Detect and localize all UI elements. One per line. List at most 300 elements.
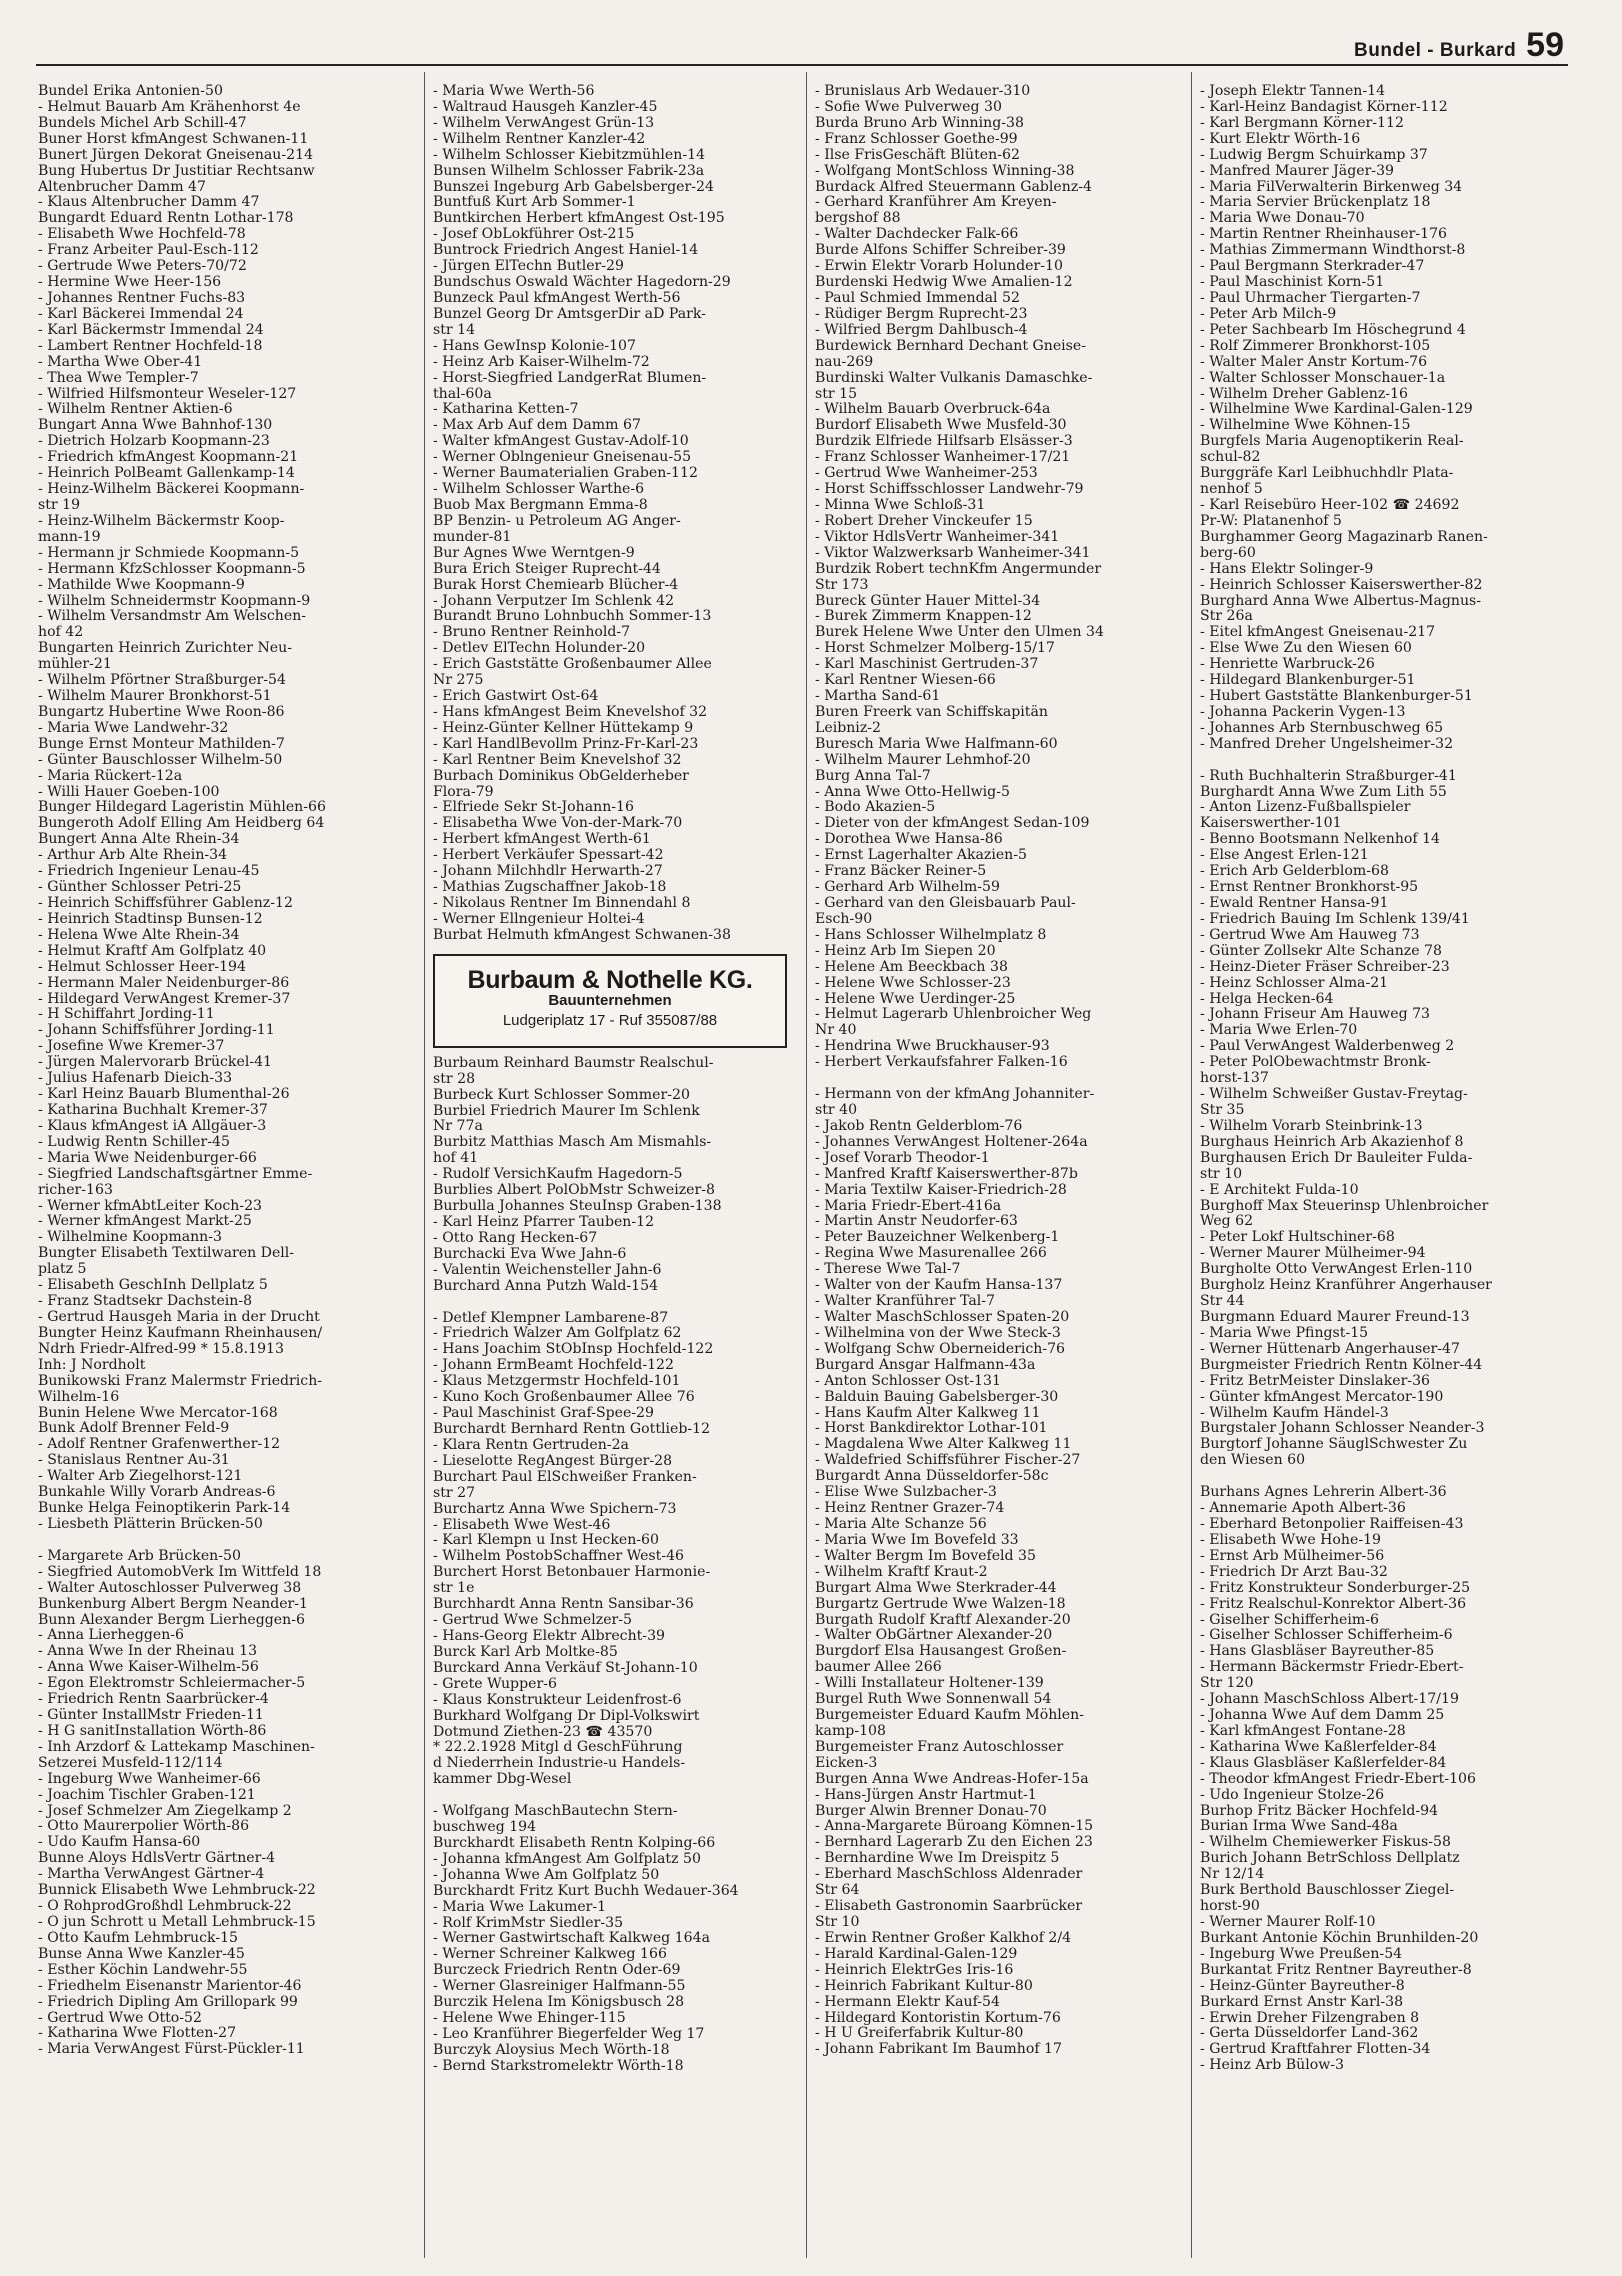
directory-entry-line: Burdewick Bernhard Dechant Gneise-	[815, 338, 1087, 354]
directory-entry-line: - Erich Gastwirt Ost-64	[433, 689, 599, 705]
directory-entry-line: - Heinz Rentner Grazer-74	[815, 1501, 1005, 1517]
directory-entry-line: - Wilhelm Vorarb Steinbrink-13	[1200, 1118, 1423, 1134]
directory-entry-line: - Paul Bergmann Sterkrader-47	[1200, 259, 1425, 275]
directory-entry-line: - Anna Wwe Kaiser-Wilhelm-56	[38, 1660, 259, 1676]
directory-entry-line: Bunzel Georg Dr AmtsgerDir aD Park-	[433, 306, 706, 322]
directory-entry-line: - Dietrich Holzarb Koopmann-23	[38, 434, 270, 450]
directory-entry-line: - Helene Am Beeckbach 38	[815, 959, 1008, 975]
directory-entry-line: str 19	[38, 497, 81, 513]
directory-entry-line: - Helene Wwe Schlosser-23	[815, 975, 1011, 991]
directory-entry-line: Burg Anna Tal-7	[815, 768, 931, 784]
directory-entry-line: Burghard Anna Wwe Albertus-Magnus-	[1200, 593, 1482, 609]
directory-entry-line: Bunnick Elisabeth Wwe Lehmbruck-22	[38, 1883, 316, 1899]
directory-entry-line: Bunsen Wilhelm Schlosser Fabrik-23a	[433, 163, 705, 179]
directory-entry-line: - Hubert Gaststätte Blankenburger-51	[1200, 689, 1473, 705]
directory-entry-line: - Heinz-Wilhelm Bäckerei Koopmann-	[38, 482, 305, 498]
directory-entry-line: - Heinz-Wilhelm Bäckermstr Koop-	[38, 513, 285, 529]
directory-entry-line: - Fritz Konstrukteur Sonderburger-25	[1200, 1580, 1471, 1596]
directory-entry-line: - Therese Wwe Tal-7	[815, 1262, 961, 1278]
directory-entry-line: - Otto Maurerpolier Wörth-86	[38, 1819, 250, 1835]
directory-entry-line: Burbeck Kurt Schlosser Sommer-20	[433, 1087, 690, 1103]
directory-entry-line: - Thea Wwe Templer-7	[38, 370, 199, 386]
directory-entry-line: - Heinz-Dieter Fräser Schreiber-23	[1200, 959, 1450, 975]
column-divider	[806, 72, 807, 2258]
directory-entry-line: - Eberhard Betonpolier Raiffeisen-43	[1200, 1516, 1464, 1532]
directory-entry-line: - Johann Friseur Am Hauweg 73	[1200, 1007, 1431, 1023]
directory-entry-line: - Ruth Buchhalterin Straßburger-41	[1200, 768, 1457, 784]
directory-entry-line: Burgemeister Franz Autoschlosser	[815, 1739, 1064, 1755]
directory-entry-line: Bunn Alexander Bergm Lierheggen-6	[38, 1612, 305, 1628]
directory-entry-line: - Joseph Elektr Tannen-14	[1200, 84, 1386, 99]
directory-entry-line: - Werner Glasreiniger Halfmann-55	[433, 1979, 686, 1995]
directory-entry-line: - Hermann jr Schmiede Koopmann-5	[38, 545, 300, 561]
directory-entry-line: - Waldefried Schiffsführer Fischer-27	[815, 1453, 1081, 1469]
directory-entry-line: Burdzik Robert technKfm Angermunder	[815, 561, 1102, 577]
directory-entry-line: den Wiesen 60	[1200, 1453, 1306, 1469]
directory-entry-line: Buntkirchen Herbert kfmAngest Ost-195	[433, 211, 725, 227]
directory-entry-line: - Nikolaus Rentner Im Binnendahl 8	[433, 896, 691, 912]
directory-entry-line: Inh: J Nordholt	[38, 1357, 146, 1373]
directory-entry-line: Setzerei Musfeld-112/114	[38, 1755, 223, 1771]
page-header	[1354, 26, 1564, 65]
directory-entry-line: buschweg 194	[433, 1820, 537, 1836]
directory-entry-line: - H Schiffahrt Jording-11	[38, 1007, 215, 1023]
directory-entry-line: - Wilhelm Kraftf Kraut-2	[815, 1564, 988, 1580]
directory-entry-line: - Günter InstallMstr Frieden-11	[38, 1708, 264, 1724]
directory-entry-line: - Minna Wwe Schloß-31	[815, 497, 986, 513]
directory-entry-line: Burgath Rudolf Kraftf Alexander-20	[815, 1612, 1071, 1628]
directory-entry-line: Burk Berthold Bauschlosser Ziegel-	[1200, 1883, 1455, 1899]
directory-entry-line: - Maria Wwe Werth-56	[433, 84, 595, 99]
directory-entry-line: Burckhardt Fritz Kurt Buchh Wedauer-364	[433, 1883, 739, 1899]
directory-entry-line: Ndrh Friedr-Alfred-99 * 15.8.1913	[38, 1341, 284, 1357]
directory-entry-line: Burgstaler Johann Schlosser Neander-3	[1200, 1421, 1485, 1437]
directory-entry-line: - Maria Wwe Pfingst-15	[1200, 1325, 1369, 1341]
directory-entry-line: Burda Bruno Arb Winning-38	[815, 115, 1024, 131]
directory-entry-line: - Maria Wwe Landwehr-32	[38, 720, 229, 736]
directory-entry-line: - Klaus kfmAngest iA Allgäuer-3	[38, 1118, 267, 1134]
directory-entry-line: - Johann Milchhdlr Herwarth-27	[433, 864, 663, 880]
directory-entry-line: - Walter kfmAngest Gustav-Adolf-10	[433, 434, 689, 450]
directory-entry-line: Burhans Agnes Lehrerin Albert-36	[1200, 1485, 1447, 1501]
directory-entry-line: - Wilhelm Chemiewerker Fiskus-58	[1200, 1835, 1451, 1851]
directory-entry-line: - Balduin Bauing Gabelsberger-30	[815, 1389, 1059, 1405]
directory-entry-line: - Bernhardine Wwe Im Dreispitz 5	[815, 1851, 1060, 1867]
directory-entry-line: - Karl Maschinist Gertruden-37	[815, 657, 1039, 673]
directory-entry-line: - Elfriede Sekr St-Johann-16	[433, 800, 634, 816]
directory-entry-line: Burdack Alfred Steuermann Gablenz-4	[815, 179, 1092, 195]
directory-entry-line: mann-19	[38, 529, 101, 545]
directory-entry-line: - Wilhelm Maurer Lehmhof-20	[815, 752, 1031, 768]
directory-entry-line: Bunert Jürgen Dekorat Gneisenau-214	[38, 147, 314, 163]
directory-entry-line: - Anna Wwe In der Rheinau 13	[38, 1644, 258, 1660]
directory-entry-line: - Walter von der Kaufm Hansa-137	[815, 1278, 1063, 1294]
directory-entry-line: Bunszei Ingeburg Arb Gabelsberger-24	[433, 179, 714, 195]
directory-entry-line: - Maria Wwe Neidenburger-66	[38, 1150, 257, 1166]
directory-entry-line: - Horst Schiffsschlosser Landwehr-79	[815, 482, 1084, 498]
directory-entry-line: - Günter kfmAngest Mercator-190	[1200, 1389, 1444, 1405]
directory-entry-line: - H U Greiferfabrik Kultur-80	[815, 2026, 1024, 2042]
directory-entry-line: Burck Karl Arb Moltke-85	[433, 1644, 618, 1660]
directory-entry-line: - Herbert Verkaufsfahrer Falken-16	[815, 1055, 1068, 1071]
directory-entry-line: mühler-21	[38, 657, 112, 673]
directory-entry-line: - Friedhelm Eisenanstr Marientor-46	[38, 1978, 302, 1994]
directory-entry-line: - Maria Wwe Im Bovefeld 33	[815, 1532, 1019, 1548]
directory-entry-line: - Klaus Konstrukteur Leidenfrost-6	[433, 1692, 682, 1708]
directory-entry-line: - Johanna kfmAngest Am Golfplatz 50	[433, 1851, 701, 1867]
directory-entry-line: Burgmeister Friedrich Rentn Kölner-44	[1200, 1357, 1483, 1373]
directory-entry-line: - Giselher Schifferheim-6	[1200, 1612, 1379, 1628]
directory-entry-line: - Willi Installateur Holtener-139	[815, 1676, 1044, 1692]
advertisement-company-name: Burbaum & Nothelle KG.	[467, 965, 753, 994]
directory-entry-line: - Ewald Rentner Hansa-91	[1200, 896, 1389, 912]
directory-entry-line: Burkant Antonie Köchin Brunhilden-20	[1200, 1930, 1479, 1946]
directory-entry-line: - Martha Wwe Ober-41	[38, 354, 203, 370]
directory-entry-line: horst-90	[1200, 1899, 1260, 1915]
directory-entry-line: - Wilhelm Rentner Aktien-6	[38, 402, 233, 418]
directory-entry-line: - Katharina Wwe Kaßlerfelder-84	[1200, 1739, 1437, 1755]
directory-entry-line: Burchhardt Anna Rentn Sansibar-36	[433, 1597, 694, 1613]
directory-entry-line: - Helmut Schlosser Heer-194	[38, 959, 246, 975]
directory-entry-line: - Ernst Rentner Bronkhorst-95	[1200, 880, 1419, 896]
directory-entry-line: Burggräfe Karl Leibhuchhdlr Plata-	[1200, 466, 1454, 482]
directory-entry-line: - Helmut Lagerarb Uhlenbroicher Weg	[815, 1007, 1092, 1023]
directory-entry-line: - Heinrich Schlosser Kaiserswerther-82	[1200, 577, 1483, 593]
directory-entry-line: - Hildegard Blankenburger-51	[1200, 673, 1416, 689]
directory-entry-line: - Hildegard VerwAngest Kremer-37	[38, 991, 291, 1007]
directory-entry-line: - Elise Wwe Sulzbacher-3	[815, 1485, 997, 1501]
directory-entry-line: Nr 275	[433, 673, 484, 689]
directory-entry-line: Str 44	[1200, 1294, 1245, 1310]
directory-entry-line: - Karl Reisebüro Heer-102 ☎ 24692	[1200, 497, 1460, 513]
directory-entry-line: Str 10	[815, 1915, 860, 1931]
directory-entry-line: - Leo Kranführer Biegerfelder Weg 17	[433, 2027, 705, 2043]
directory-entry-line: - Burek Zimmerm Knappen-12	[815, 609, 1032, 625]
directory-entry-line: - Karl kfmAngest Fontane-28	[1200, 1723, 1406, 1739]
directory-entry-line: Flora-79	[433, 784, 494, 800]
directory-entry-line: - Valentin Weichensteller Jahn-6	[433, 1262, 662, 1278]
directory-entry-line: - Walter Maler Anstr Kortum-76	[1200, 354, 1428, 370]
directory-entry-line: - Hans GewInsp Kolonie-107	[433, 338, 636, 354]
directory-entry-line: - Heinz Schlosser Alma-21	[1200, 975, 1389, 991]
directory-entry-line: - Günter Bauschlosser Wilhelm-50	[38, 752, 283, 768]
directory-entry-line: - Wilhelm Versandmstr Am Welschen-	[38, 609, 307, 625]
directory-entry-line: - Regina Wwe Masurenallee 266	[815, 1246, 1047, 1262]
directory-entry-line: - Peter Arb Milch-9	[1200, 306, 1337, 322]
directory-entry-line: - Paul Schmied Immendal 52	[815, 290, 1020, 306]
directory-entry-line: - Wilhelmina von der Wwe Steck-3	[815, 1325, 1061, 1341]
directory-column-1	[38, 84, 416, 2058]
advertisement-box	[433, 954, 787, 1048]
directory-entry-line: - Johannes Rentner Fuchs-83	[38, 290, 246, 306]
directory-entry-line: Bundels Michel Arb Schill-47	[38, 115, 247, 131]
directory-entry-line: - Franz Schlosser Goethe-99	[815, 131, 1018, 147]
directory-entry-line: Burchartz Anna Wwe Spichern-73	[433, 1501, 677, 1517]
directory-entry-line: - Gerhard Kranführer Am Kreyen-	[815, 195, 1057, 211]
directory-entry-line: - Gertrud Wwe Wanheimer-253	[815, 466, 1038, 482]
directory-entry-line: Burghoff Max Steuerinsp Uhlenbroicher	[1200, 1198, 1489, 1214]
directory-entry-line: Burbach Dominikus ObGelderheber	[433, 768, 689, 784]
directory-entry-line: - Egon Elektromstr Schleiermacher-5	[38, 1676, 306, 1692]
directory-entry-line: Burian Irma Wwe Sand-48a	[1200, 1819, 1398, 1835]
directory-entry-line: Buner Horst kfmAngest Schwanen-11	[38, 131, 309, 147]
directory-entry-line: - Viktor Walzwerksarb Wanheimer-341	[815, 545, 1091, 561]
directory-entry-line: Burckhardt Elisabeth Rentn Kolping-66	[433, 1835, 716, 1851]
directory-entry-line: - Helmut Kraftf Am Golfplatz 40	[38, 943, 267, 959]
directory-entry-line: - Hermann Elektr Kauf-54	[815, 1994, 1000, 2010]
directory-entry-line: - Hans kfmAngest Beim Knevelshof 32	[433, 704, 708, 720]
page-number: 59	[1526, 26, 1564, 64]
directory-entry-line: - Willi Hauer Goeben-100	[38, 784, 220, 800]
directory-entry-line: Buren Freerk van Schiffskapitän	[815, 704, 1048, 720]
directory-entry-line: - Heinz Arb Bülow-3	[1200, 2058, 1344, 2074]
directory-entry-line: - Ludwig Rentn Schiller-45	[38, 1134, 230, 1150]
directory-entry-line: Burgard Ansgar Halfmann-43a	[815, 1357, 1036, 1373]
directory-entry-line: - Maria Friedr-Ebert-416a	[815, 1198, 1002, 1214]
header-rule	[36, 64, 1568, 66]
column-divider	[424, 72, 425, 2258]
directory-entry-line: - Hermann Bäckermstr Friedr-Ebert-	[1200, 1660, 1464, 1676]
directory-entry-line: richer-163	[38, 1182, 113, 1198]
directory-entry-line: - Gertrud Wwe Am Hauweg 73	[1200, 927, 1420, 943]
directory-entry-line	[433, 1295, 811, 1311]
directory-entry-line: - Horst Bankdirektor Lothar-101	[815, 1421, 1048, 1437]
directory-entry-line: - Wilhelm Kaufm Händel-3	[1200, 1405, 1389, 1421]
directory-entry-line: - Maria Wwe Donau-70	[1200, 211, 1365, 227]
directory-column-4	[1200, 84, 1578, 2074]
directory-entry-line: - Karl Bäckermstr Immendal 24	[38, 322, 264, 338]
directory-entry-line: Burgardt Anna Düsseldorfer-58c	[815, 1469, 1049, 1485]
directory-entry-line: - Detlef Klempner Lambarene-87	[433, 1310, 669, 1326]
directory-entry-line: Bungart Anna Wwe Bahnhof-130	[38, 418, 273, 434]
directory-entry-line: - Günther Schlosser Petri-25	[38, 880, 242, 896]
directory-entry-line: - Liesbeth Plätterin Brücken-50	[38, 1516, 263, 1532]
directory-entry-line: - Josef ObLokführer Ost-215	[433, 227, 635, 243]
directory-entry-line: - Benno Bootsmann Nelkenhof 14	[1200, 832, 1441, 848]
directory-entry-line: Burkard Ernst Anstr Karl-38	[1200, 1994, 1404, 2010]
directory-entry-line: - Johann Fabrikant Im Baumhof 17	[815, 2042, 1062, 2058]
directory-entry-line: bergshof 88	[815, 211, 901, 227]
directory-entry-line: - Martha VerwAngest Gärtner-4	[38, 1867, 265, 1883]
directory-entry-line: - Friedrich Rentn Saarbrücker-4	[38, 1692, 269, 1708]
directory-entry-line: - Robert Dreher Vinckeufer 15	[815, 513, 1033, 529]
directory-entry-line: - Manfred Maurer Jäger-39	[1200, 163, 1395, 179]
directory-entry-line: - Karl Bäckerei Immendal 24	[38, 306, 244, 322]
directory-entry-line: - Jakob Rentn Gelderblom-76	[815, 1118, 1023, 1134]
directory-entry-line: - Katharina Ketten-7	[433, 402, 579, 418]
directory-entry-line: - Hermine Wwe Heer-156	[38, 275, 222, 291]
directory-entry-line: - Detlev ElTechn Holunder-20	[433, 641, 646, 657]
directory-entry-line: Bunge Ernst Monteur Mathilden-7	[38, 736, 285, 752]
directory-entry-line: - Elisabeth Wwe West-46	[433, 1517, 611, 1533]
directory-entry-line: - Mathilde Wwe Koopmann-9	[38, 577, 245, 593]
directory-entry-line: horst-137	[1200, 1071, 1269, 1087]
directory-entry-line: - Maria Wwe Lakumer-1	[433, 1899, 607, 1915]
directory-entry-line: - Joachim Tischler Graben-121	[38, 1787, 256, 1803]
directory-entry-line: str 27	[433, 1485, 476, 1501]
directory-entry-line: Burchert Horst Betonbauer Harmonie-	[433, 1565, 711, 1581]
directory-entry-line: - Siegfried Landschaftsgärtner Emme-	[38, 1166, 313, 1182]
directory-entry-line: Burbiel Friedrich Maurer Im Schlenk	[433, 1103, 700, 1119]
directory-entry-line: - Manfred Kraftf Kaiserswerther-87b	[815, 1166, 1078, 1182]
directory-entry-line: Burandt Bruno Lohnbuchh Sommer-13	[433, 609, 712, 625]
directory-entry-line: - Gerhard van den Gleisbauarb Paul-	[815, 896, 1076, 912]
directory-entry-line: - Wolfgang MontSchloss Winning-38	[815, 163, 1075, 179]
directory-entry-line: - Hendrina Wwe Bruckhauser-93	[815, 1039, 1050, 1055]
directory-entry-line: - Gertrud Kraftfahrer Flotten-34	[1200, 2042, 1431, 2058]
directory-entry-line: Bunin Helene Wwe Mercator-168	[38, 1405, 278, 1421]
directory-entry-line: - Walter Autoschlosser Pulverweg 38	[38, 1580, 302, 1596]
directory-entry-line: - Heinrich PolBeamt Gallenkamp-14	[38, 466, 295, 482]
directory-entry-line: Burgholz Heinz Kranführer Angerhauser	[1200, 1278, 1492, 1294]
directory-entry-line: - Else Angest Erlen-121	[1200, 848, 1369, 864]
directory-entry-line: - Walter Kranführer Tal-7	[815, 1294, 995, 1310]
directory-entry-line	[38, 1533, 416, 1549]
directory-entry-line: Burhop Fritz Bäcker Hochfeld-94	[1200, 1803, 1439, 1819]
directory-entry-line: - Karl Bergmann Körner-112	[1200, 115, 1404, 131]
directory-entry-line: Bunne Aloys HdlsVertr Gärtner-4	[38, 1851, 276, 1867]
directory-entry-line: - Peter PolObewachtmstr Bronk-	[1200, 1055, 1431, 1071]
directory-entry-line: - Lambert Rentner Hochfeld-18	[38, 338, 263, 354]
directory-entry-line: - Maria Servier Brückenplatz 18	[1200, 195, 1431, 211]
directory-entry-line: - Helga Hecken-64	[1200, 991, 1334, 1007]
directory-entry-line: Bunkahle Willy Vorarb Andreas-6	[38, 1485, 276, 1501]
directory-entry-line: - Wilhelm Rentner Kanzler-42	[433, 131, 646, 147]
directory-entry-line: - Gerhard Arb Wilhelm-59	[815, 880, 1000, 896]
directory-entry-line: nenhof 5	[1200, 482, 1263, 498]
directory-entry-line: * 22.2.1928 Mitgl d GeschFührung	[433, 1740, 683, 1756]
directory-entry-line: - Wolfgang MaschBautechn Stern-	[433, 1804, 678, 1820]
directory-entry-line: Burbulla Johannes SteuInsp Graben-138	[433, 1199, 722, 1215]
directory-entry-line: - Maria Rückert-12a	[38, 768, 183, 784]
directory-entry-line: Bungartz Hubertine Wwe Roon-86	[38, 704, 285, 720]
directory-entry-line: str 40	[815, 1103, 858, 1118]
directory-entry-line: - Jürgen ElTechn Butler-29	[433, 259, 624, 275]
directory-entry-line: - Karl Rentner Wiesen-66	[815, 673, 996, 689]
directory-entry-line: Bunzeck Paul kfmAngest Werth-56	[433, 290, 681, 306]
directory-entry-line: - Heinrich Schiffsführer Gablenz-12	[38, 896, 293, 912]
directory-entry-line: - Anton Schlosser Ost-131	[815, 1373, 1001, 1389]
directory-entry-line: baumer Allee 266	[815, 1660, 942, 1676]
directory-entry-line: - Heinz Arb Im Siepen 20	[815, 943, 996, 959]
directory-entry-line: - Heinz-Günter Kellner Hüttekamp 9	[433, 720, 694, 736]
directory-entry-line: nau-269	[815, 354, 874, 370]
directory-entry-line: - Eitel kfmAngest Gneisenau-217	[1200, 625, 1436, 641]
directory-entry-line: Pr-W: Platanenhof 5	[1200, 513, 1342, 529]
directory-entry-line: Nr 12/14	[1200, 1867, 1265, 1883]
directory-entry-line: Nr 40	[815, 1023, 857, 1039]
directory-entry-line: kamp-108	[815, 1723, 886, 1739]
directory-entry-line: - Bodo Akazien-5	[815, 800, 936, 816]
directory-entry-line: - Walter Bergm Im Bovefeld 35	[815, 1548, 1036, 1564]
directory-entry-line: - Ernst Lagerhalter Akazien-5	[815, 848, 1027, 864]
directory-entry-line: - Kurt Elektr Wörth-16	[1200, 131, 1361, 147]
directory-entry-line: berg-60	[1200, 545, 1256, 561]
directory-entry-line: - H G sanitInstallation Wörth-86	[38, 1723, 267, 1739]
directory-entry-line: - Johanna Wwe Auf dem Damm 25	[1200, 1708, 1445, 1724]
directory-entry-line: Burak Horst Chemiearb Blücher-4	[433, 577, 679, 593]
directory-entry-line: - Dieter von der kfmAngest Sedan-109	[815, 816, 1090, 832]
directory-entry-line: Bur Agnes Wwe Werntgen-9	[433, 545, 635, 561]
directory-entry-line: - Franz Schlosser Wanheimer-17/21	[815, 450, 1071, 466]
directory-entry-line: Bungert Anna Alte Rhein-34	[38, 832, 240, 848]
directory-entry-line: - Johannes VerwAngest Holtener-264a	[815, 1134, 1088, 1150]
directory-entry-line: - Maria VerwAngest Fürst-Pückler-11	[38, 2042, 305, 2058]
directory-entry-line: - Peter Lokf Hultschiner-68	[1200, 1230, 1395, 1246]
directory-entry-line: - Siegfried AutomobVerk Im Wittfeld 18	[38, 1564, 322, 1580]
directory-entry-line: - Walter MaschSchlosser Spaten-20	[815, 1309, 1070, 1325]
directory-entry-line: - Werner Ellngenieur Holtei-4	[433, 911, 645, 927]
directory-entry-line: - O RohprodGroßhdl Lehmbruck-22	[38, 1899, 292, 1915]
directory-entry-line: - Annemarie Apoth Albert-36	[1200, 1501, 1406, 1517]
directory-entry-line: - Anna Wwe Otto-Hellwig-5	[815, 784, 1010, 800]
directory-entry-line: - Wilhelm Maurer Bronkhorst-51	[38, 689, 272, 705]
directory-entry-line: - Hermann Maler Neidenburger-86	[38, 975, 290, 991]
directory-entry-line: Burchacki Eva Wwe Jahn-6	[433, 1246, 627, 1262]
directory-entry-line: d Niederrhein Industrie-u Handels-	[433, 1756, 686, 1772]
directory-entry-line: Bunkenburg Albert Bergm Neander-1	[38, 1596, 309, 1612]
directory-entry-line: Bungter Heinz Kaufmann Rheinhausen/	[38, 1325, 323, 1341]
directory-entry-line: - Ingeburg Wwe Wanheimer-66	[38, 1771, 261, 1787]
directory-entry-line: - Ludwig Bergm Schuirkamp 37	[1200, 147, 1428, 163]
directory-entry-line: - Erich Gaststätte Großenbaumer Allee	[433, 657, 712, 673]
directory-entry-line: Burbat Helmuth kfmAngest Schwanen-38	[433, 927, 731, 943]
directory-entry-line: - Josef Vorarb Theodor-1	[815, 1150, 990, 1166]
directory-entry-line: - Maria Alte Schanze 56	[815, 1516, 987, 1532]
directory-entry-line: - Klaus Glasbläser Kaßlerfelder-84	[1200, 1755, 1447, 1771]
directory-entry-line: - Mathias Zugschaffner Jakob-18	[433, 880, 667, 896]
directory-entry-line: Burghardt Anna Wwe Zum Lith 55	[1200, 784, 1447, 800]
directory-entry-line: Bunk Adolf Brenner Feld-9	[38, 1421, 230, 1437]
directory-entry-line	[1200, 1469, 1578, 1485]
directory-entry-line: Bungter Elisabeth Textilwaren Dell-	[38, 1246, 295, 1262]
directory-entry-line: - Klaus Altenbrucher Damm 47	[38, 195, 260, 211]
directory-entry-line: str 1e	[433, 1581, 475, 1597]
directory-entry-line: Burgen Anna Wwe Andreas-Hofer-15a	[815, 1771, 1089, 1787]
directory-entry-line: - Friedrich Dr Arzt Bau-32	[1200, 1564, 1388, 1580]
directory-entry-line: - Katharina Buchhalt Kremer-37	[38, 1103, 268, 1118]
directory-entry-line: - Franz Arbeiter Paul-Esch-112	[38, 243, 259, 259]
directory-entry-line: - Johann MaschSchloss Albert-17/19	[1200, 1692, 1459, 1708]
directory-entry-line: - Friedrich kfmAngest Koopmann-21	[38, 450, 299, 466]
directory-entry-line: Esch-90	[815, 911, 873, 927]
directory-entry-line	[1200, 753, 1578, 769]
directory-entry-line: - Gerta Düsseldorfer Land-362	[1200, 2026, 1419, 2042]
directory-entry-line: - Hans Elektr Solinger-9	[1200, 561, 1374, 577]
directory-entry-line: - Else Wwe Zu den Wiesen 60	[1200, 641, 1412, 657]
directory-entry-line: - Maria FilVerwalterin Birkenweg 34	[1200, 179, 1463, 195]
directory-entry-line: Dotmund Ziethen-23 ☎ 43570	[433, 1724, 653, 1740]
directory-entry-line: - Harald Kardinal-Galen-129	[815, 1946, 1018, 1962]
directory-entry-line: Kaiserswerther-101	[1200, 816, 1342, 832]
directory-entry-line: - Paul Maschinist Graf-Spee-29	[433, 1406, 654, 1422]
directory-entry-line	[433, 1788, 811, 1804]
directory-entry-line: - Elisabeth Wwe Hochfeld-78	[38, 227, 246, 243]
directory-entry-line: Burich Johann BetrSchloss Dellplatz	[1200, 1851, 1460, 1867]
directory-entry-line: - Magdalena Wwe Alter Kalkweg 11	[815, 1437, 1072, 1453]
directory-entry-line: - Franz Stadtsekr Dachstein-8	[38, 1294, 253, 1310]
directory-entry-line: - Martin Rentner Rheinhauser-176	[1200, 227, 1448, 243]
directory-entry-line: - Otto Rang Hecken-67	[433, 1230, 598, 1246]
directory-entry-line: - Karl Heinz Bauarb Blumenthal-26	[38, 1087, 290, 1103]
directory-entry-line: Weg 62	[1200, 1214, 1254, 1230]
directory-entry-line: Burczeck Friedrich Rentn Oder-69	[433, 1963, 681, 1979]
directory-entry-line: - Fritz BetrMeister Dinslaker-36	[1200, 1373, 1431, 1389]
directory-entry-line: - Horst-Siegfried LandgerRat Blumen-	[433, 370, 707, 386]
directory-entry-line: Bureck Günter Hauer Mittel-34	[815, 593, 1041, 609]
directory-entry-line: - Grete Wupper-6	[433, 1676, 557, 1692]
directory-entry-line: Burchardt Bernhard Rentn Gottlieb-12	[433, 1421, 711, 1437]
